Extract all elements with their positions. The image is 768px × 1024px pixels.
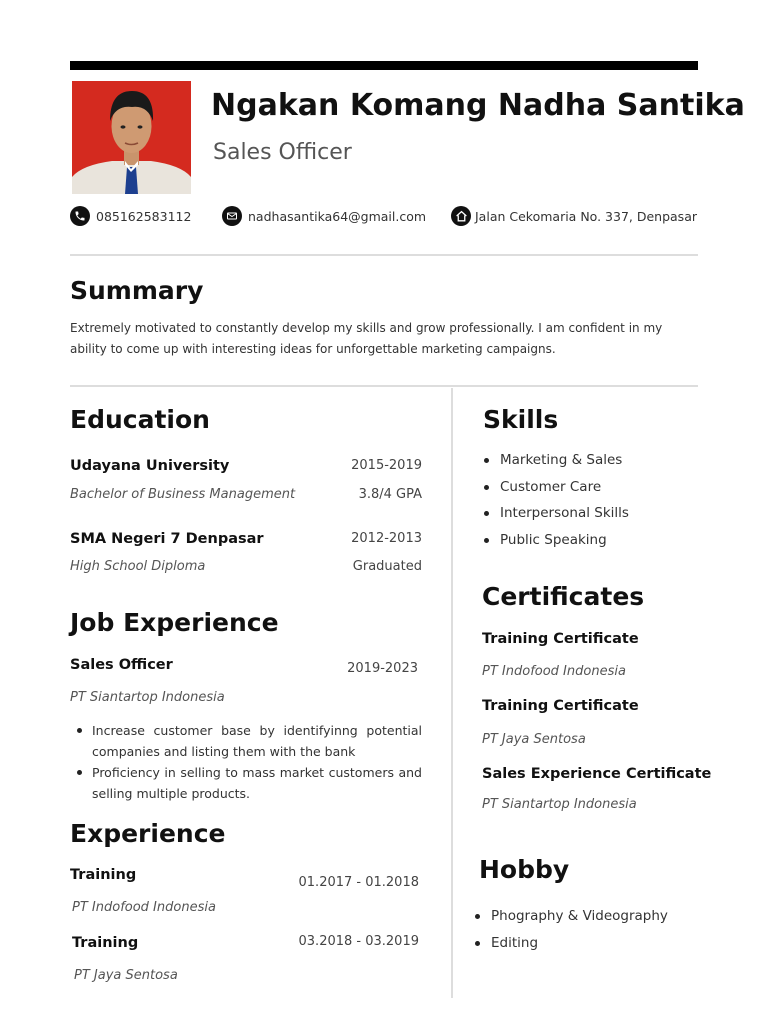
job-duty: Proficiency in selling to mass market customers and selling multiple products.	[76, 762, 422, 804]
experience-org: PT Jaya Sentosa	[74, 968, 178, 983]
education-years: 2012-2013	[351, 531, 422, 546]
hobby-list	[473, 906, 668, 959]
column-divider	[451, 388, 453, 998]
education-degree: High School Diploma	[70, 559, 206, 574]
experience-title: Training	[72, 935, 139, 951]
skill-item: Public Speaking	[482, 530, 629, 557]
divider	[70, 385, 698, 387]
top-bar	[70, 61, 698, 70]
experience-heading: Experience	[70, 819, 226, 848]
candidate-role: Sales Officer	[213, 140, 352, 165]
hobby-heading: Hobby	[479, 855, 570, 884]
education-result: Graduated	[352, 559, 422, 574]
phone-icon	[70, 206, 90, 226]
certificate-org: PT Jaya Sentosa	[482, 732, 586, 747]
education-result: 3.8/4 GPA	[358, 487, 422, 502]
job-company: PT Siantartop Indonesia	[70, 690, 225, 705]
job-duties-list	[76, 720, 422, 804]
candidate-name: Ngakan Komang Nadha Santika	[211, 88, 745, 123]
education-school: SMA Negeri 7 Denpasar	[70, 531, 264, 547]
skills-heading: Skills	[483, 405, 559, 434]
contact-phone	[70, 206, 191, 226]
profile-photo	[72, 81, 191, 194]
certificate-name: Sales Experience Certificate	[482, 766, 712, 782]
skill-item: Interpersonal Skills	[482, 503, 629, 530]
envelope-icon	[222, 206, 242, 226]
experience-dates: 01.2017 - 01.2018	[298, 875, 419, 890]
skills-list	[482, 450, 629, 556]
home-icon	[451, 206, 471, 226]
experience-org: PT Indofood Indonesia	[72, 900, 216, 915]
certificates-heading: Certificates	[482, 582, 645, 611]
divider	[70, 254, 698, 256]
job-duty: Increase customer base by identifyinng potential companies and listing them with the bank	[76, 720, 422, 762]
education-years: 2015-2019	[351, 458, 422, 473]
contact-address	[451, 206, 697, 226]
experience-dates: 03.2018 - 03.2019	[298, 934, 419, 949]
education-heading: Education	[70, 405, 210, 434]
job-position: Sales Officer	[70, 657, 173, 673]
job-years: 2019-2023	[347, 661, 418, 676]
hobby-item: Phography & Videography	[473, 906, 668, 933]
certificate-org: PT Siantartop Indonesia	[482, 797, 637, 812]
certificate-name: Training Certificate	[482, 631, 639, 647]
skill-item: Customer Care	[482, 477, 629, 504]
certificate-org: PT Indofood Indonesia	[482, 664, 626, 679]
experience-title: Training	[70, 867, 137, 883]
address-text: Jalan Cekomaria No. 337, Denpasar	[475, 208, 697, 224]
skill-item: Marketing & Sales	[482, 450, 629, 477]
education-degree: Bachelor of Business Management	[70, 487, 296, 502]
email-link[interactable]: nadhasantika64@gmail.com	[248, 208, 427, 224]
certificate-name: Training Certificate	[482, 698, 639, 714]
education-school: Udayana University	[70, 458, 230, 474]
contact-email	[222, 206, 426, 226]
summary-text: Extremely motivated to constantly develop my skills and grow professionally. I am confident in my ability to come up with interesting ideas for unforgettable marketing campaigns.	[70, 321, 663, 356]
summary-heading: Summary	[70, 276, 204, 305]
phone-text: 085162583112	[96, 208, 192, 224]
job-experience-heading: Job Experience	[70, 608, 279, 637]
hobby-item: Editing	[473, 933, 668, 960]
